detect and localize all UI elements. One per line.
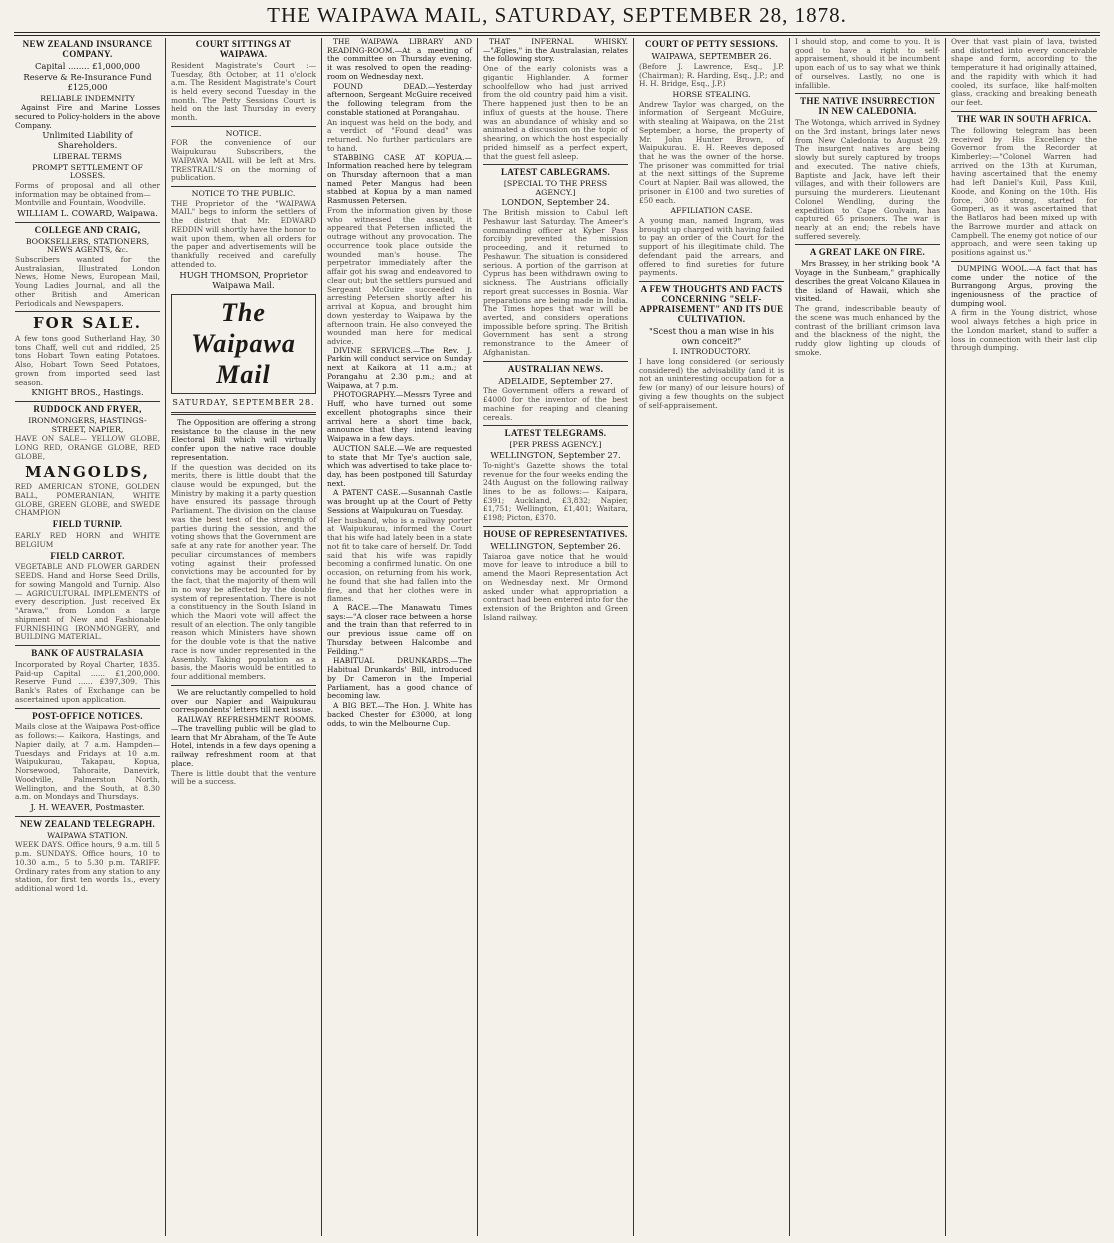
columns bbox=[10, 38, 1104, 1236]
ironmongers: IRONMONGERS, HASTINGS-STREET, NAPIER, bbox=[28, 416, 147, 434]
thoughts-motto: "Scest thou a man wise in his own conceit?" bbox=[649, 325, 774, 346]
correspondents-notice: We are reluctantly compelled to hold over our Napier and Waipukurau correspondents' letters till next issue. bbox=[171, 687, 316, 715]
divider bbox=[951, 111, 1097, 112]
column-south-africa bbox=[946, 38, 1102, 1236]
divider bbox=[951, 261, 1097, 262]
divider bbox=[483, 361, 628, 362]
filler-text: The Government offers a reward of £4000 for the inventor of the best machine for reaping and cleaning cereals. bbox=[483, 386, 628, 422]
patent-case: A PATENT CASE.—Susannah Castle was brought up at the Court of Petty Sessions at Waipukurau on Tuesday. bbox=[327, 488, 472, 515]
booksellers: BOOKSELLERS, STATIONERS, NEWS AGENTS, &c. bbox=[25, 236, 150, 255]
divider bbox=[795, 93, 940, 94]
prompt-settlement: PROMPT SETTLEMENT OF LOSSES. bbox=[32, 162, 143, 181]
filler-text: A few tons good Sutherland Hay, 30 tons Chaff, well cut and riddled, 25 tons Hobart Town eating Potatoes. Also, Hobart Town Seed Potatoes, grown from imported seed last season. bbox=[15, 333, 160, 387]
filler-text: The grand, indescribable beauty of the scene was much enhanced by the contrast of the brilliant crimson lava and the blackness of the night, the ruddy glow lighting up clouds of smoke. bbox=[795, 304, 940, 357]
liberal-terms: LIBERAL TERMS bbox=[53, 152, 122, 162]
divine-services: DIVINE SERVICES.—The Rev. J. Parkin will conduct service on Sunday next at Kaikora at 11 a.m.; at Porangahu at 2.30 p.m.; and at Waipawa, at 7 p.m. bbox=[327, 345, 472, 390]
petty-sessions-heading: COURT OF PETTY SESSIONS. bbox=[644, 39, 779, 49]
railway-refreshment: RAILWAY REFRESHMENT ROOMS.—The travelling public will be glad to learn that Mr Abraham, of the Te Aute Hotel, intends in a few days opening a railway refreshment room at that place. bbox=[171, 715, 316, 768]
filler-text: Incorporated by Royal Charter, 1835. Paid-up Capital ...... £1,200,000. Reserve Fund ...... £397,309. This Bank's Rates of Exchange can be ascertained upon application. bbox=[15, 659, 160, 704]
filler-text: VEGETABLE AND FLOWER GARDEN SEEDS. Hand and Horse Seed Drills, for sowing Mangold and Turnip. Also— AGRICULTURAL IMPLEMENTS of every description. Just received Ex "Arawa," from London a large shipment of New and Fashionable FURNISHING IRONMONGERY, and BUILDING MATERIAL. bbox=[15, 562, 160, 642]
filler-text: A young man, named Ingram, was brought up charged with having failed to pay an order of the Court for the support of his illegitimate child. The defendant paid the arrears, and offered to find sureties for future payments. bbox=[639, 215, 784, 278]
divider bbox=[171, 126, 316, 127]
house-heading: HOUSE OF REPRESENTATIVES. bbox=[483, 528, 628, 539]
thoughts-section: I. INTRODUCTORY. bbox=[672, 347, 751, 357]
great-lake-heading: A GREAT LAKE ON FIRE. bbox=[809, 247, 926, 258]
filler-text: Over that vast plain of lava, twisted and distorted into every conceivable shape and form, according to the temperature it had originally attained, and the rapidity with which it had cooled, its surface, like half-molten glass, cracking and breaking beneath our feet. bbox=[951, 38, 1097, 108]
column-notices bbox=[166, 38, 322, 1236]
horse-stealing-heading: HORSE STEALING. bbox=[672, 90, 751, 99]
masthead-rule bbox=[14, 32, 1100, 33]
big-bet: A BIG BET.—The Hon. J. White has backed Chester for £3000, at long odds, to win the Melbourne Cup. bbox=[327, 701, 472, 728]
race-report: A RACE.—The Manawatu Times says:—"A closer race between a horse and the train than that referred to in our previous issue came off on Thursday between Halcombe and Feilding." bbox=[327, 603, 472, 656]
dumping-wool: DUMPING WOOL.—A fact that has come under the notice of the Burrangong Argus, proving the ingeniousness of the practice of dumping wool. bbox=[951, 263, 1097, 308]
filler-text: The British mission to Cabul left Peshawur last Saturday. The Ameer's commanding officer at Kyber Pass forcibly prevented the mission proceeding, and it returned to Peshawur. The situation is considered serious. A portion of the garrison at Cyprus has been withdrawn owing to sickness. The Austrians officially report great successes in Bosnia. War preparations are being made in India. The Times hopes that war will be averted, and considers operations impossible before spring. The British Government has sent a strong remonstrance to the Ameer of Afghanistan. bbox=[483, 208, 628, 357]
ruddock-fryer: RUDDOCK AND FRYER, bbox=[33, 404, 142, 415]
column-advertisements bbox=[10, 38, 166, 1236]
divider bbox=[15, 708, 160, 709]
telegrams-source: [PER PRESS AGENCY.] bbox=[509, 440, 602, 450]
filler-text: I have long considered (or seriously considered) the advisability (and it is not an uninteresting occupation for a few (or many) of our leisure hours) of giving a few thoughts on the subject of self-appraisement. bbox=[639, 357, 784, 410]
bank-of-australasia: BANK OF AUSTRALASIA bbox=[31, 648, 144, 658]
auction-sale: AUCTION SALE.—We are requested to state that Mr Tye's auction sale, which was advertised to take place to-day, has been postponed till Saturday next. bbox=[327, 443, 472, 488]
war-heading: THE WAR IN SOUTH AFRICA. bbox=[956, 113, 1092, 124]
australian-news-heading: AUSTRALIAN NEWS. bbox=[507, 363, 604, 374]
filler-text: THE Proprietor of the "WAIPAWA MAIL" begs to inform the settlers of the district that Mr. EDWARD REDDIN will shortly have the honor to wait upon them, when all orders for the paper and advertisements will be thankfully received and carefully attended to. bbox=[171, 198, 316, 269]
filler-text: The Wotonga, which arrived in Sydney on the 3rd instant, brings later news from New Caledonia to August 29. The insurgent natives are being slowly but surely captured by troops and executed. The native chiefs, Baptiste and Jack, have left their villages, and with their followers are pursuing the murderers. Lieutenant Colonel Wendling, during the expedition to Cape Goulvain, has captured 65 prisoners. The war is nearly at an end; the rebels have suffered severely. bbox=[795, 118, 940, 241]
filler-text: Andrew Taylor was charged, on the information of Sergeant McGuire, with stealing at Waipawa, on the 21st September, a horse, the property of Mr. John Hunter Brown, of Waipukurau. E. H. Reeves deposed that he was the owner of the horse. The prisoner was committed for trial at the next sittings of the Supreme Court at Napier. Bail was allowed, the prisoner in £100 and two sureties of £50 each. bbox=[639, 99, 784, 205]
court-sittings: COURT SITTINGS AT WAIPAWA. bbox=[195, 39, 292, 59]
filler-text: HAVE ON SALE— YELLOW GLOBE, LONG RED, ORANGE GLOBE, RED GLOBE, bbox=[15, 434, 160, 461]
unlimited-liability: Unlimited Liability of Shareholders. bbox=[42, 130, 133, 151]
filler-text: If the question was decided on its merits, there is little doubt that the clause would be expunged, but the Ministry by making it a party question have ensured its passage through Parliament. The division on the clause was the best test of the strength of parties during the session, and the voting shows that the Government are safe at any rate for another year. The peculiar circumstances of members voting against their professed convictions may be accounted for by the fact, that the majority of them will in no way be affected by the double system of representation. There is not a constituency in the South Island in which the Maori vote will affect the result of an election. The only tangible reason which Ministers have shown for the double vote is that the native race is now under represented in the Assembly. Taking population as a basis, the Maoris would be entitled to four additional members. bbox=[171, 462, 316, 682]
reserve: Reserve & Re-Insurance Fund £125,000 bbox=[23, 71, 152, 92]
filler-text: WEEK DAYS. Office hours, 9 a.m. till 5 p.m. SUNDAYS. Office hours, 10 to 10.30 a.m., 5 to 5.30 p.m. TARIFF. Ordinary rates from any station to any station, for first ten words 1s., every additional word 1d. bbox=[15, 840, 160, 894]
filler-text: I should stop, and come to you. It is good to have a right to self-appraisement, should it be incumbent upon each of us to say what we think of ourselves. Lastly, no one is infallible. bbox=[795, 38, 940, 90]
filler-text: There is little doubt that the venture will be a success. bbox=[171, 768, 316, 787]
reliable-indemnity: RELIABLE INDEMNITY bbox=[40, 93, 135, 103]
field-carrot: FIELD CARROT. bbox=[50, 550, 125, 561]
filler-text: Resident Magistrate's Court :—Tuesday, 8th October, at 11 o'clock a.m. The Resident Magistrate's Court is held every second Tuesday in the month. The Petty Sessions Court is held on the last Thursday in every month. bbox=[171, 60, 316, 123]
filler-text: EARLY RED HORN and WHITE BELGIUM bbox=[15, 531, 160, 549]
thoughts-heading: A FEW THOUGHTS AND FACTS CONCERNING "SELF-APPRAISEMENT" AND ITS DUE CULTIVATION. bbox=[639, 284, 784, 324]
divider bbox=[15, 645, 160, 646]
insurance-agent: WILLIAM L. COWARD, Waipawa. bbox=[17, 207, 158, 218]
filler-text: RED AMERICAN STONE, GOLDEN BALL, POMERANIAN, WHITE GLOBE, GREEN GLOBE, and SWEDE CHAMPION bbox=[15, 482, 160, 518]
filler-text: Her husband, who is a railway porter at Waipukurau, informed the Court that his wife had lately been in a state not fit to take care of herself. Dr. Todd said that his wife was rapidly becoming a confirmed lunatic. On one occasion, on returning from his work, he found that she had fallen into the fire, and that her clothes were in flames. bbox=[327, 515, 472, 604]
divider bbox=[171, 186, 316, 187]
whisky-story: THAT INFERNAL WHISKY.—"Ægies," in the Australasian, relates the following story. bbox=[483, 38, 628, 64]
library-notice: THE WAIPAWA LIBRARY AND READING-ROOM.—At a meeting of the committee on Thursday evening, it was resolved to open the reading-room on Wednesday next. bbox=[327, 38, 472, 81]
filler-text: Mails close at the Waipawa Post-office as follows:— Kaikora, Hastings, and Napier daily, at 7 a.m. Hampden—Tuesdays and Fridays at 10 a.m. Waipukurau, Takapau, Kopua, Norsewood, Tahoraite, Danevirk, Woodville, Palmerston North, Wellington, and the South, at 8.30 a.m. on Mondays and Thursdays. bbox=[15, 722, 160, 802]
petty-sessions-bench: (Before J. Lawrence, Esq., J.P. (Chairman); R. Harding, Esq., J.P.; and H. H. Bridge, Esq., J.P.) bbox=[639, 61, 784, 89]
filler-text: An inquest was held on the body, and a verdict of "Found dead" was returned. No further particulars are to hand. bbox=[327, 117, 472, 153]
filler-text: To-night's Gazette shows the total revenue for the four weeks ending the 24th August on the following railway lines to be as follows:— Kaipara, £391; Auckland, £3,832; Napier, £1,751; Wellington, £1,401; Waitara, £198; Picton, £370. bbox=[483, 460, 628, 523]
adelaide-dateline: ADELAIDE, September 27. bbox=[498, 375, 613, 386]
column-telegrams bbox=[478, 38, 634, 1236]
great-lake-intro: Mrs Brassey, in her striking book "A Voyage in the Sunbeam," graphically describes the great Volcano Kilauea in the island of Hawaii, which she visited. bbox=[795, 259, 940, 304]
filler-text: The following telegram has been received by His Excellency the Governor from the Recorder at Kimberley:—"Colonel Warren had arrived on the 13th at Kuruman, having ascertained that the enemy had left Daniel's Kuil, Pass Kuil, Koode, and Koning on the 10th. His force, 300 strong, started for Gomperi, as it was ascertained that the Batlaros had been mixed up with the Barrowe murder and attack on Campbell. The enemy got notice of our approach, and were seen taking up positions against us." bbox=[951, 125, 1097, 258]
stabbing-case: STABBING CASE AT KOPUA.—Information reached here by telegram on Thursday afternoon that a man named Peter Mangus had been stabbed at Kopua by a man named Rasmussen Petersen. bbox=[327, 152, 472, 206]
divider bbox=[483, 526, 628, 527]
found-dead: FOUND DEAD.—Yesterday afternoon, Sergeant McGuire received the following telegram from the constable stationed at Porangahau. bbox=[327, 81, 472, 117]
field-turnip: FIELD TURNIP. bbox=[52, 519, 123, 530]
filler-text: Subscribers wanted for the Australasian, Illustrated London News, Home News, European Mail, Young Ladies Journal, and all the other British and American Periodicals and Newspapers. bbox=[15, 254, 160, 308]
cablegrams-source: [SPECIAL TO THE PRESS AGENCY.] bbox=[503, 179, 608, 197]
column-local-news bbox=[322, 38, 478, 1236]
divider bbox=[639, 281, 784, 282]
divider bbox=[171, 685, 316, 686]
mangolds-heading: MANGOLDS, bbox=[25, 462, 150, 481]
london-dateline: LONDON, September 24. bbox=[501, 197, 610, 208]
divider bbox=[15, 311, 160, 312]
divider bbox=[15, 401, 160, 402]
notice-public-heading: NOTICE TO THE PUBLIC. bbox=[191, 189, 296, 199]
divider bbox=[483, 164, 628, 165]
post-office-notices: POST-OFFICE NOTICES. bbox=[32, 710, 143, 721]
postmaster: J. H. WEAVER, Postmaster. bbox=[30, 802, 145, 813]
filler-text: From the information given by those who witnessed the assault, it appeared that Petersen inflicted the outrage without any provocation. The occurrence took place outside the wounded man's house. The perpetrator immediately after the affair got his swag and endeavored to clear out; but the settlers pursued and Sergeant McGuire succeeded in arresting Petersen shortly after his arrival at Kopua, and brought him down yesterday to Waipawa by the afternoon train. He also conveyed the wounded man here for medical advice. bbox=[327, 205, 472, 346]
masthead: THE WAIPAWA MAIL, SATURDAY, SEPTEMBER 28, 1878. bbox=[267, 3, 847, 27]
insurrection-heading: THE NATIVE INSURRECTION IN NEW CALEDONIA. bbox=[800, 96, 935, 117]
house-dateline: WELLINGTON, September 26. bbox=[490, 540, 621, 551]
divider bbox=[483, 425, 628, 426]
wellington-dateline: WELLINGTON, September 27. bbox=[490, 449, 621, 460]
leader-opening: The Opposition are offering a strong resistance to the clause in the new Electoral Bill which will virtually confer upon the native race double representation. bbox=[171, 417, 316, 462]
telegraph-station: WAIPAWA STATION. bbox=[47, 830, 128, 840]
filler-text: A firm in the Young district, whose wool always fetches a high price in the London market, stand to suffer a loss in connection with their last clip through dumping. bbox=[951, 308, 1097, 353]
insurance-title: NEW ZEALAND INSURANCE COMPANY. bbox=[22, 39, 153, 59]
issue-dateline: SATURDAY, SEPTEMBER 28. bbox=[172, 398, 315, 408]
column-petty-sessions bbox=[634, 38, 790, 1236]
telegraph-heading: NEW ZEALAND TELEGRAPH. bbox=[19, 818, 156, 829]
notice-heading: NOTICE. bbox=[225, 128, 262, 138]
divider bbox=[15, 816, 160, 817]
filler-text: FOR the convenience of our Waipukurau Subscribers, the WAIPAWA MAIL will be left at Mrs. TRESTRAIL'S on the morning of publication. bbox=[171, 138, 316, 183]
column-native-insurrection bbox=[790, 38, 946, 1236]
divider bbox=[795, 244, 940, 245]
capital: Capital ........ £1,000,000 bbox=[34, 60, 141, 71]
masthead-rule-double bbox=[14, 35, 1100, 36]
divider bbox=[15, 222, 160, 223]
filler-text: Forms of proposal and all other information may be obtained from— Montville and Fountain, Woodville. bbox=[15, 180, 160, 208]
insurance-text: Against Fire and Marine Losses secured to Policy-holders in the above Company. bbox=[15, 103, 160, 130]
filler-text: One of the early colonists was a gigantic Highlander. A former schoolfellow who had just arrived from the old country paid him a visit. There happened just then to be an influx of guests at the house. There was an abundance of whisky and so animated a discussion on the topic of shearing, on which the host especially prided himself as a perfect expert, that the guest fell asleep. bbox=[483, 64, 628, 161]
cablegrams-heading: LATEST CABLEGRAMS. bbox=[500, 167, 611, 178]
latest-telegrams-heading: LATEST TELEGRAMS. bbox=[504, 428, 607, 439]
habitual-drunkards: HABITUAL DRUNKARDS.—The Habitual Drunkards' Bill, introduced by Dr Cameron in the Imperial Parliament, has a good chance of becoming law. bbox=[327, 656, 472, 701]
nameplate: The Waipawa Mail bbox=[171, 294, 316, 394]
knight-bros: KNIGHT BROS., Hastings. bbox=[31, 387, 144, 398]
filler-text: Taiaroa gave notice that he would move for leave to introduce a bill to amend the Maori Representation Act on Wednesday next. Mr Ormond asked under what appropriation a contract had been entered into for the extension of the Brighton and Green Island railway. bbox=[483, 551, 628, 622]
petty-sessions-dateline: WAIPAWA, SEPTEMBER 26. bbox=[651, 50, 772, 61]
divider bbox=[171, 412, 316, 415]
for-sale-heading: FOR SALE. bbox=[32, 314, 143, 333]
college-craig: COLLEGE AND CRAIG, bbox=[34, 224, 141, 235]
affiliation-heading: AFFILIATION CASE. bbox=[670, 206, 753, 216]
photography: PHOTOGRAPHY.—Messrs Tyree and Huff, who have turned out some excellent photographs since their arrival here a short time back, announce that they intend leaving Waipawa in a few days. bbox=[327, 390, 472, 444]
proprietor-signature: HUGH THOMSON, Proprietor Waipawa Mail. bbox=[179, 269, 308, 290]
